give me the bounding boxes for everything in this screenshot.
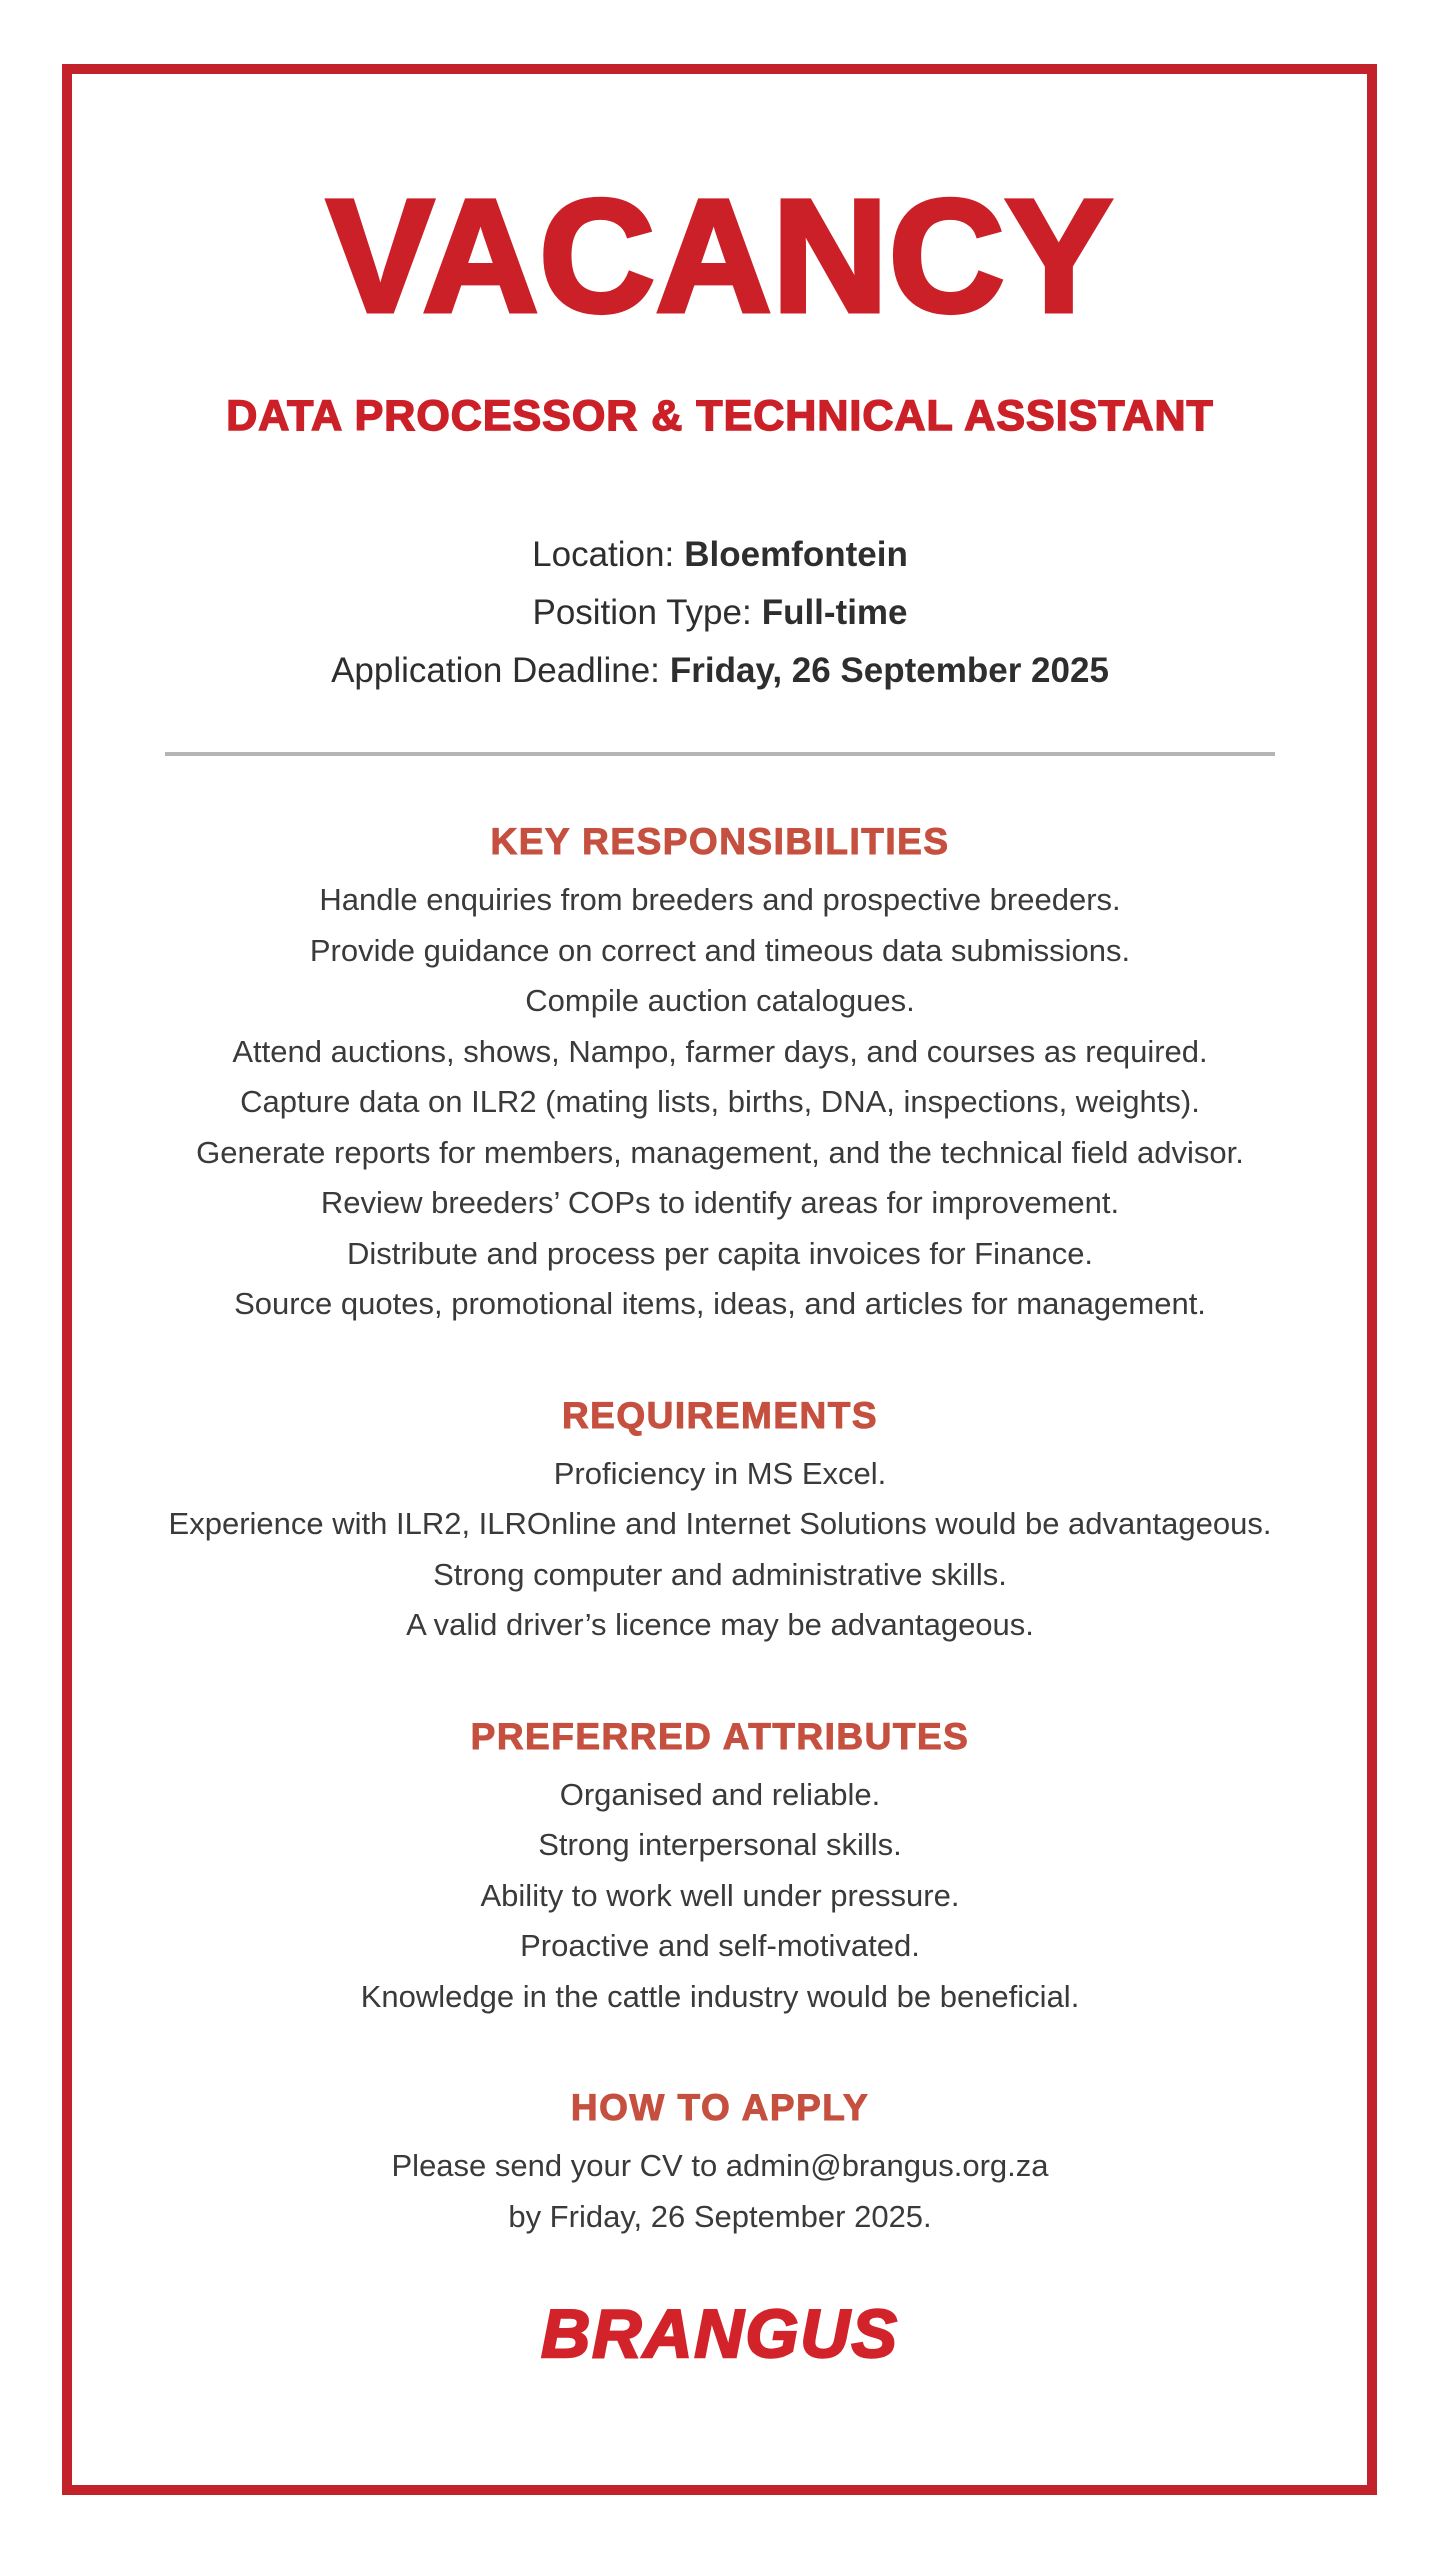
meta-row-deadline [0,642,1440,700]
brangus-logo: BRANGUS [541,2296,899,2372]
section-requirements [0,1394,1440,1651]
position-type-value: Full-time [761,593,908,632]
divider-line [165,752,1275,756]
body-line: Distribute and process per capita invoices for Finance. [346,1235,1094,1271]
section-heading: PREFERRED ATTRIBUTES [470,1715,970,1757]
section-preferred-attributes [0,1715,1440,2023]
body-line: Proactive and self-motivated. [520,1928,920,1963]
body-line: Attend auctions, shows, Nampo, farmer days, and courses as required. [232,1033,1208,1069]
deadline-value: Friday, 26 September 2025 [669,651,1109,690]
section-heading: REQUIREMENTS [561,1394,879,1436]
body-line: Knowledge in the cattle industry would be beneficial. [360,1978,1080,2014]
body-line: Generate reports for members, management, and the technical field advisor. [196,1134,1244,1170]
body-line: A valid driver’s licence may be advantageous. [406,1607,1034,1642]
section-heading: HOW TO APPLY [570,2087,870,2128]
section-lines [0,1770,1440,2023]
position-title: DATA PROCESSOR & TECHNICAL ASSISTANT [226,392,1214,440]
body-line: Organised and reliable. [559,1776,881,1812]
body-line: Strong computer and administrative skills. [433,1556,1007,1592]
meta-row-position-type [0,584,1440,642]
location-label: Location: [532,535,675,574]
job-meta [0,526,1440,700]
section-key-responsibilities [0,823,1440,1330]
section-how-to-apply [0,2089,1440,2242]
body-line: Please send your CV to admin@brangus.org.za [391,2148,1049,2183]
body-line: Handle enquiries from breeders and prospective breeders. [319,882,1121,917]
body-line: Ability to work well under pressure. [480,1877,960,1913]
body-line: Compile auction catalogues. [525,983,915,1018]
body-line: Source quotes, promotional items, ideas, and articles for management. [234,1286,1206,1321]
body-line: Capture data on ILR2 (mating lists, births, DNA, inspections, weights). [240,1084,1200,1119]
body-line: Review breeders’ COPs to identify areas for improvement. [320,1185,1120,1220]
meta-row-location [0,526,1440,584]
position-type-label: Position Type: [532,593,752,632]
logo-wrap [0,2242,1440,2372]
section-heading: KEY RESPONSIBILITIES [490,821,950,862]
section-lines [0,875,1440,1330]
page-title: VACANCY [326,166,1114,345]
deadline-label: Application Deadline: [331,651,660,690]
section-lines [0,2141,1440,2242]
body-line: Provide guidance on correct and timeous data submissions. [309,932,1131,968]
section-lines [0,1449,1440,1651]
body-line: by Friday, 26 September 2025. [508,2198,932,2234]
body-line: Proficiency in MS Excel. [553,1455,887,1491]
location-value: Bloemfontein [684,535,908,574]
body-line: Experience with ILR2, ILROnline and Internet Solutions would be advantageous. [168,1506,1272,1541]
body-line: Strong interpersonal skills. [538,1827,902,1862]
